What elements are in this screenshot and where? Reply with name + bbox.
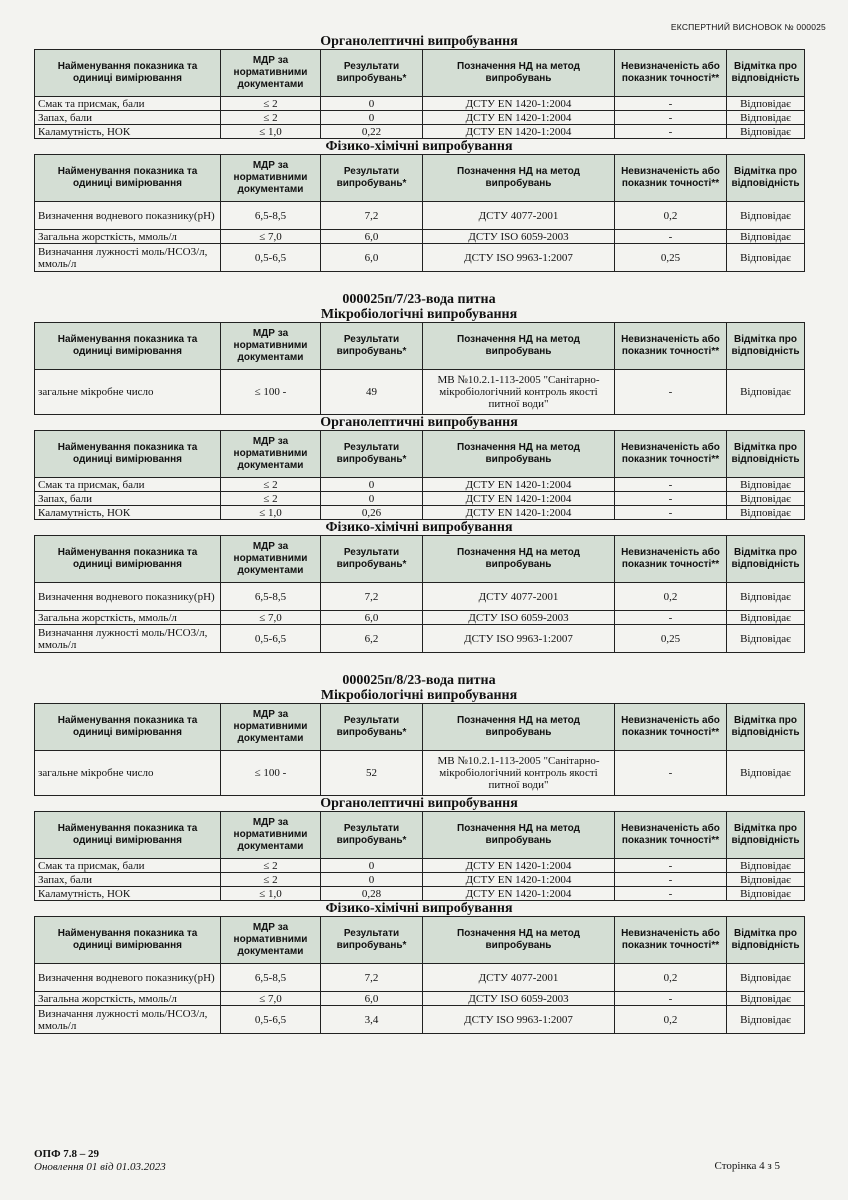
column-header: Результати випробувань* (321, 917, 423, 964)
table-header-row (35, 50, 805, 97)
column-header: Позначення НД на метод випробувань (423, 323, 615, 370)
sample-title: 000025п/8/23-вода питна (342, 673, 496, 688)
column-header: Невизначеність або показник точності** (615, 323, 727, 370)
column-header: Відмітка про відповідність (727, 431, 805, 478)
table-cell: ДСТУ EN 1420-1:2004 (423, 506, 615, 520)
table-cell: Запах, бали (35, 873, 221, 887)
table-cell: Відповідає (727, 964, 805, 992)
column-header: Невизначеність або показник точності** (615, 917, 727, 964)
footer-form-info (34, 1148, 166, 1174)
table-cell: Загальна жорсткість, ммоль/л (35, 992, 221, 1006)
table-header-row (35, 917, 805, 964)
table-cell: Визначення водневого показнику(pH) (35, 583, 221, 611)
column-header: Позначення НД на метод випробувань (423, 812, 615, 859)
table-cell: Відповідає (727, 887, 805, 901)
table-cell: ≤ 7,0 (221, 230, 321, 244)
table-row (35, 125, 805, 139)
table-cell: Визначання лужності моль/HCO3/л, ммоль/л (35, 244, 221, 272)
table-cell: ДСТУ EN 1420-1:2004 (423, 111, 615, 125)
table-cell: Загальна жорсткість, ммоль/л (35, 230, 221, 244)
table-cell: 0,5-6,5 (221, 1006, 321, 1034)
table-cell: Відповідає (727, 202, 805, 230)
table-cell: ≤ 2 (221, 859, 321, 873)
table-cell: ≤ 7,0 (221, 611, 321, 625)
column-header: Найменування показника та одиниці вимірювання (35, 917, 221, 964)
table-row (35, 583, 805, 611)
column-header: Найменування показника та одиниці вимірювання (35, 704, 221, 751)
table-cell: Відповідає (727, 625, 805, 653)
table-row (35, 887, 805, 901)
table-cell: - (615, 478, 727, 492)
column-header: МДР за нормативними документами (221, 431, 321, 478)
table-cell: ≤ 1,0 (221, 125, 321, 139)
table-cell: ДСТУ ISO 6059-2003 (423, 992, 615, 1006)
table-cell: ≤ 1,0 (221, 506, 321, 520)
table-cell: 0,2 (615, 202, 727, 230)
column-header: Відмітка про відповідність (727, 536, 805, 583)
column-header: Результати випробувань* (321, 812, 423, 859)
document-header-label: ЕКСПЕРТНИЙ ВИСНОВОК № 000025 (670, 22, 826, 32)
column-header: Найменування показника та одиниці вимірювання (35, 155, 221, 202)
table-cell: ДСТУ ISO 9963-1:2007 (423, 625, 615, 653)
column-header: Відмітка про відповідність (727, 917, 805, 964)
table-row (35, 478, 805, 492)
table-header-row (35, 155, 805, 202)
table-cell: Запах, бали (35, 492, 221, 506)
table-cell: 6,2 (321, 625, 423, 653)
table-cell: Відповідає (727, 244, 805, 272)
table-header-row (35, 704, 805, 751)
table-cell: - (615, 370, 727, 415)
section-title-physchem: Фізико-хімічні випробування (325, 139, 513, 154)
table-cell: 0 (321, 492, 423, 506)
table-cell: 0,25 (615, 625, 727, 653)
table-cell: - (615, 887, 727, 901)
column-header: Відмітка про відповідність (727, 704, 805, 751)
results-table-physchem (34, 535, 805, 653)
section-title-physchem: Фізико-хімічні випробування (325, 901, 513, 916)
table-cell: - (615, 230, 727, 244)
column-header: Результати випробувань* (321, 536, 423, 583)
results-table-physchem (34, 916, 805, 1034)
table-cell: 6,5-8,5 (221, 202, 321, 230)
table-cell: 6,5-8,5 (221, 583, 321, 611)
table-cell: ДСТУ EN 1420-1:2004 (423, 859, 615, 873)
table-cell: 6,5-8,5 (221, 964, 321, 992)
table-header-row (35, 323, 805, 370)
table-cell: Відповідає (727, 125, 805, 139)
table-row (35, 751, 805, 796)
table-cell: ДСТУ ISO 6059-2003 (423, 230, 615, 244)
table-cell: - (615, 111, 727, 125)
table-cell: ДСТУ 4077-2001 (423, 202, 615, 230)
table-cell: Визначення водневого показнику(pH) (35, 202, 221, 230)
table-row (35, 370, 805, 415)
table-cell: 0,25 (615, 244, 727, 272)
table-cell: 0,22 (321, 125, 423, 139)
table-cell: 0,28 (321, 887, 423, 901)
column-header: Відмітка про відповідність (727, 155, 805, 202)
column-header: Позначення НД на метод випробувань (423, 50, 615, 97)
results-table-micro (34, 703, 805, 796)
column-header: Результати випробувань* (321, 431, 423, 478)
table-cell: ДСТУ 4077-2001 (423, 964, 615, 992)
table-cell: 3,4 (321, 1006, 423, 1034)
table-header-row (35, 536, 805, 583)
table-row (35, 230, 805, 244)
table-cell: ДСТУ EN 1420-1:2004 (423, 887, 615, 901)
table-cell: ДСТУ ISO 9963-1:2007 (423, 244, 615, 272)
table-cell: Каламутність, НОК (35, 887, 221, 901)
table-cell: ≤ 2 (221, 478, 321, 492)
column-header: Найменування показника та одиниці вимірювання (35, 323, 221, 370)
table-cell: 0 (321, 478, 423, 492)
column-header: МДР за нормативними документами (221, 917, 321, 964)
footer-form-code: ОПФ 7.8 – 29 (34, 1148, 100, 1160)
table-row (35, 873, 805, 887)
table-cell: ≤ 2 (221, 111, 321, 125)
table-cell: Смак та присмак, бали (35, 478, 221, 492)
table-cell: МВ №10.2.1-113-2005 "Санітарно-мікробіологічний контроль якості питної води" (423, 751, 615, 796)
table-row (35, 244, 805, 272)
table-cell: 0 (321, 859, 423, 873)
table-cell: - (615, 992, 727, 1006)
column-header: Позначення НД на метод випробувань (423, 536, 615, 583)
table-cell: Загальна жорсткість, ммоль/л (35, 611, 221, 625)
table-cell: - (615, 611, 727, 625)
table-cell: 0,2 (615, 964, 727, 992)
table-cell: Запах, бали (35, 111, 221, 125)
footer-revision: Оновлення 01 від 01.03.2023 (34, 1161, 166, 1173)
table-cell: Смак та присмак, бали (35, 97, 221, 111)
table-cell: ≤ 100 - (221, 370, 321, 415)
table-cell: ДСТУ ISO 9963-1:2007 (423, 1006, 615, 1034)
column-header: Відмітка про відповідність (727, 812, 805, 859)
table-cell: Відповідає (727, 111, 805, 125)
table-cell: Смак та присмак, бали (35, 859, 221, 873)
table-cell: Відповідає (727, 492, 805, 506)
column-header: Позначення НД на метод випробувань (423, 431, 615, 478)
table-cell: - (615, 751, 727, 796)
table-header-row (35, 812, 805, 859)
table-row (35, 611, 805, 625)
table-cell: ДСТУ EN 1420-1:2004 (423, 125, 615, 139)
table-cell: 7,2 (321, 964, 423, 992)
table-cell: Відповідає (727, 370, 805, 415)
table-row (35, 506, 805, 520)
table-cell: ДСТУ EN 1420-1:2004 (423, 873, 615, 887)
table-cell: - (615, 97, 727, 111)
table-cell: - (615, 492, 727, 506)
table-cell: - (615, 873, 727, 887)
column-header: Невизначеність або показник точності** (615, 431, 727, 478)
table-cell: 6,0 (321, 611, 423, 625)
section-title-organoleptic: Органолептичні випробування (320, 415, 518, 430)
table-cell: 6,0 (321, 230, 423, 244)
results-table-organoleptic (34, 811, 805, 901)
table-cell: 0,26 (321, 506, 423, 520)
table-cell: 6,0 (321, 992, 423, 1006)
column-header: Відмітка про відповідність (727, 323, 805, 370)
table-cell: ≤ 7,0 (221, 992, 321, 1006)
table-cell: Відповідає (727, 751, 805, 796)
section-title-organoleptic: Органолептичні випробування (320, 34, 518, 49)
column-header: Найменування показника та одиниці вимірювання (35, 812, 221, 859)
results-table-micro (34, 322, 805, 415)
table-cell: - (615, 859, 727, 873)
table-cell: ≤ 2 (221, 492, 321, 506)
table-cell: - (615, 125, 727, 139)
table-cell: ≤ 2 (221, 97, 321, 111)
table-cell: ДСТУ ISO 6059-2003 (423, 611, 615, 625)
section-title-micro: Мікробіологічні випробування (320, 688, 518, 703)
table-row (35, 625, 805, 653)
results-table-organoleptic (34, 49, 805, 139)
table-row (35, 992, 805, 1006)
column-header: Невизначеність або показник точності** (615, 155, 727, 202)
column-header: Найменування показника та одиниці вимірювання (35, 536, 221, 583)
table-cell: 7,2 (321, 202, 423, 230)
table-cell: Відповідає (727, 873, 805, 887)
sample-title: 000025п/7/23-вода питна (342, 292, 496, 307)
table-row (35, 202, 805, 230)
table-cell: 0,5-6,5 (221, 244, 321, 272)
table-cell: Визначання лужності моль/HCO3/л, ммоль/л (35, 1006, 221, 1034)
table-cell: ≤ 100 - (221, 751, 321, 796)
table-cell: - (615, 506, 727, 520)
table-cell: Відповідає (727, 859, 805, 873)
table-cell: 0,2 (615, 1006, 727, 1034)
footer-page-number: Сторінка 4 з 5 (714, 1160, 780, 1172)
column-header: Найменування показника та одиниці вимірювання (35, 431, 221, 478)
column-header: Невизначеність або показник точності** (615, 536, 727, 583)
column-header: МДР за нормативними документами (221, 155, 321, 202)
table-cell: ≤ 2 (221, 873, 321, 887)
table-cell: Відповідає (727, 478, 805, 492)
table-row (35, 111, 805, 125)
column-header: Відмітка про відповідність (727, 50, 805, 97)
table-cell: 0,5-6,5 (221, 625, 321, 653)
report-content (34, 34, 804, 1034)
table-cell: ≤ 1,0 (221, 887, 321, 901)
section-title-physchem: Фізико-хімічні випробування (325, 520, 513, 535)
table-cell: Відповідає (727, 583, 805, 611)
table-cell: 49 (321, 370, 423, 415)
table-cell: 0 (321, 111, 423, 125)
table-cell: Відповідає (727, 506, 805, 520)
column-header: Результати випробувань* (321, 323, 423, 370)
column-header: МДР за нормативними документами (221, 704, 321, 751)
table-row (35, 97, 805, 111)
column-header: МДР за нормативними документами (221, 50, 321, 97)
table-row (35, 964, 805, 992)
column-header: Позначення НД на метод випробувань (423, 704, 615, 751)
table-cell: ДСТУ EN 1420-1:2004 (423, 97, 615, 111)
table-cell: Визначення водневого показнику(pH) (35, 964, 221, 992)
table-cell: загальне мікробне число (35, 370, 221, 415)
table-cell: Каламутність, НОК (35, 125, 221, 139)
column-header: Результати випробувань* (321, 50, 423, 97)
table-cell: Каламутність, НОК (35, 506, 221, 520)
column-header: Позначення НД на метод випробувань (423, 917, 615, 964)
table-cell: ДСТУ EN 1420-1:2004 (423, 478, 615, 492)
column-header: МДР за нормативними документами (221, 536, 321, 583)
table-cell: Відповідає (727, 97, 805, 111)
column-header: Невизначеність або показник точності** (615, 50, 727, 97)
column-header: МДР за нормативними документами (221, 812, 321, 859)
table-cell: 0 (321, 97, 423, 111)
column-header: МДР за нормативними документами (221, 323, 321, 370)
table-cell: 52 (321, 751, 423, 796)
table-cell: МВ №10.2.1-113-2005 "Санітарно-мікробіологічний контроль якості питної води" (423, 370, 615, 415)
column-header: Невизначеність або показник точності** (615, 812, 727, 859)
column-header: Невизначеність або показник точності** (615, 704, 727, 751)
column-header: Позначення НД на метод випробувань (423, 155, 615, 202)
column-header: Найменування показника та одиниці вимірювання (35, 50, 221, 97)
column-header: Результати випробувань* (321, 155, 423, 202)
table-header-row (35, 431, 805, 478)
results-table-organoleptic (34, 430, 805, 520)
table-cell: 0,2 (615, 583, 727, 611)
table-cell: ДСТУ 4077-2001 (423, 583, 615, 611)
section-title-micro: Мікробіологічні випробування (320, 307, 518, 322)
table-cell: Відповідає (727, 1006, 805, 1034)
table-cell: загальне мікробне число (35, 751, 221, 796)
column-header: Результати випробувань* (321, 704, 423, 751)
table-cell: 0 (321, 873, 423, 887)
table-row (35, 1006, 805, 1034)
table-cell: ДСТУ EN 1420-1:2004 (423, 492, 615, 506)
table-cell: Визначання лужності моль/HCO3/л, ммоль/л (35, 625, 221, 653)
table-cell: 6,0 (321, 244, 423, 272)
table-cell: Відповідає (727, 611, 805, 625)
table-cell: 7,2 (321, 583, 423, 611)
table-cell: Відповідає (727, 230, 805, 244)
table-row (35, 492, 805, 506)
results-table-physchem (34, 154, 805, 272)
table-row (35, 859, 805, 873)
table-cell: Відповідає (727, 992, 805, 1006)
section-title-organoleptic: Органолептичні випробування (320, 796, 518, 811)
